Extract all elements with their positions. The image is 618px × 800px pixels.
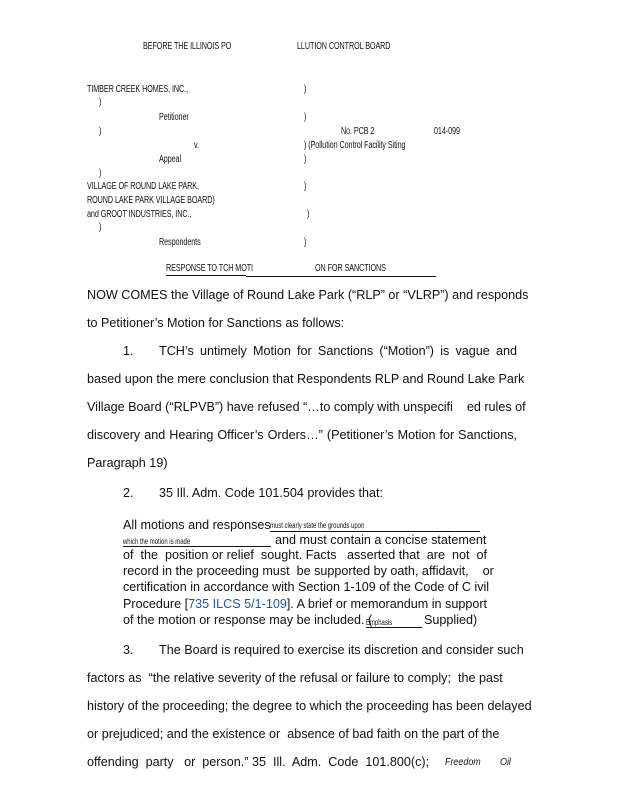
emphasis-underline <box>123 546 271 547</box>
paragraph-number: 2. <box>123 486 134 500</box>
paragraph-line: based upon the mere conclusion that Respondents RLP and Round Lake Park <box>87 372 525 386</box>
document-title-left: RESPONSE TO TCH MOTI <box>166 263 253 274</box>
paragraph-line: TCH’s untimely Motion for Sanctions (“Motion”) is vague and <box>159 344 517 358</box>
petitioner-label: Petitioner <box>159 112 189 123</box>
case-number: 014-099 <box>434 126 460 137</box>
respondent-line-1: VILLAGE OF ROUND LAKE PARK, <box>87 181 199 192</box>
emphasis-underline <box>270 531 480 532</box>
quote-line: and must contain a concise statement <box>275 533 487 547</box>
quote-emphasis: Emphasis <box>366 617 393 627</box>
quote-line: record in the proceeding must be supported by oath, affidavit, or <box>123 564 494 578</box>
quote-emphasis: must clearly state the grounds upon <box>270 520 365 530</box>
appeal-label: Appeal <box>159 154 181 165</box>
court-name-left: BEFORE THE ILLINOIS PO <box>143 41 232 52</box>
paragraph-line: The Board is required to exercise its discretion and consider such <box>159 643 524 657</box>
caption-paren: ) <box>99 222 102 233</box>
caption-paren: ) <box>304 181 307 192</box>
paragraph-number: 3. <box>123 643 134 657</box>
paragraph-line: 35 Ill. Adm. Code 101.504 provides that: <box>159 486 384 500</box>
quote-line: of the position or relief sought. Facts asserted that are not of <box>123 548 488 562</box>
caption-paren: ) <box>99 168 102 179</box>
emphasis-underline <box>366 627 422 628</box>
case-name-italic: Freedom <box>445 756 481 768</box>
title-underline <box>166 275 246 276</box>
quote-text: ]. A brief or memorandum in support <box>286 597 488 611</box>
paragraph-line: or prejudiced; and the existence or absence of bad faith on the part of the <box>87 727 500 741</box>
court-name-right: LLUTION CONTROL BOARD <box>297 41 391 52</box>
caption-paren: ) <box>304 237 307 248</box>
respondent-line-2: ROUND LAKE PARK VILLAGE BOARD) <box>87 195 215 206</box>
paragraph-line: Paragraph 19) <box>87 456 168 470</box>
caption-paren: ) <box>99 97 102 108</box>
document-title-right: ON FOR SANCTIONS <box>315 263 386 274</box>
case-no-label: No. PCB 2 <box>341 126 375 137</box>
quote-text: Procedure [ <box>123 597 189 611</box>
caption-paren: ) <box>304 154 307 165</box>
respondent-line-3: and GROOT INDUSTRIES, INC., <box>87 209 192 220</box>
case-name-italic: Oil <box>500 756 511 768</box>
paragraph-line: offending party or person.” 35 Ill. Adm. Code 101.800(c); <box>87 755 430 769</box>
quote-line: All motions and responses <box>123 518 271 532</box>
paragraph-line: history of the proceeding; the degree to which the proceeding has been delayed <box>87 699 532 713</box>
paragraph-line: discovery and Hearing Officer’s Orders…” (Petitioner’s Motion for Sanctions, <box>87 428 517 442</box>
quote-line <box>123 597 487 611</box>
petitioner-name: TIMBER CREEK HOMES, INC., <box>87 84 189 95</box>
caption-paren: ) <box>99 126 102 137</box>
caption-paren: ) <box>304 84 307 95</box>
title-underline <box>246 276 436 277</box>
intro-line: to Petitioner’s Motion for Sanctions as follows: <box>87 316 345 330</box>
paragraph-line: Village Board (“RLPVB”) have refused “…to comply with unspecifi ed rules of <box>87 400 526 414</box>
quote-line: certification in accordance with Section 1-109 of the Code of C ivil <box>123 580 490 594</box>
paragraph-number: 1. <box>123 344 134 358</box>
intro-line: NOW COMES the Village of Round Lake Park (“RLP” or “VLRP”) and responds <box>87 288 529 302</box>
quote-line: Supplied) <box>424 613 478 627</box>
caption-paren: ) <box>304 112 307 123</box>
statute-link[interactable]: 735 ILCS 5/1-109 <box>188 597 287 611</box>
quote-line: of the motion or response may be included. ( <box>123 613 373 627</box>
caption-paren: ) <box>307 209 310 220</box>
paragraph-line: factors as “the relative severity of the refusal or failure to comply; the past <box>87 671 503 685</box>
quote-emphasis: which the motion is made <box>123 536 191 546</box>
versus: v. <box>194 140 199 151</box>
siting-note: ) (Pollution Control Facility Siting <box>304 140 406 151</box>
respondents-label: Respondents <box>159 237 201 248</box>
